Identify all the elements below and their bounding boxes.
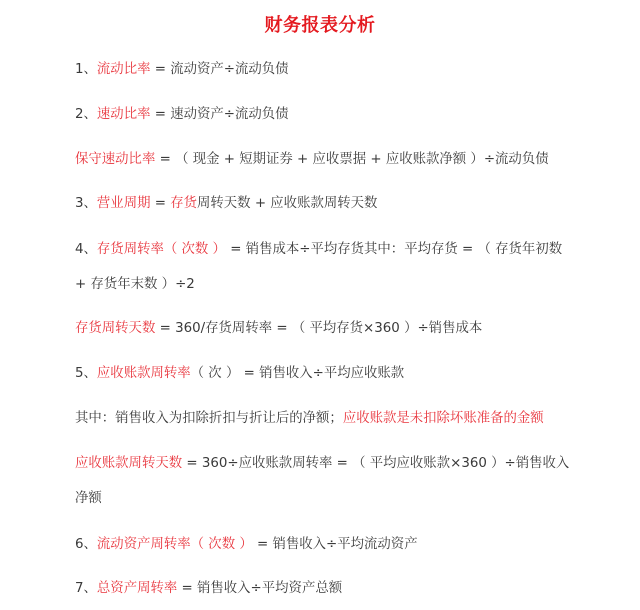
item-number: 4、 [75, 242, 97, 257]
term-highlight: 应收账款周转天数 [75, 456, 183, 471]
formula-conservative-quick-ratio [75, 151, 549, 169]
term-highlight: 存货周转率（ 次数 ） [96, 242, 226, 257]
note-receivables [75, 410, 544, 428]
item-number: 6、 [75, 537, 97, 552]
formula-receivables-turnover-days [75, 455, 569, 473]
document-title: 财务报表分析 [264, 15, 376, 36]
formula-text: = [150, 196, 171, 211]
formula-receivables-turnover [75, 365, 404, 383]
item-number: 7、 [75, 581, 97, 596]
formula-current-assets-turnover [75, 536, 418, 554]
formula-total-assets-turnover [75, 580, 342, 598]
formula-receivables-turnover-days-continued [75, 490, 102, 508]
formula-text: = 速动资产÷流动负债 [150, 107, 289, 122]
formula-text: = 360÷应收账款周转率 = （ 平均应收账款×360 ）÷销售收入 [182, 456, 570, 471]
formula-inventory-turnover [75, 241, 562, 259]
term-highlight: 流动比率 [96, 62, 151, 77]
formula-operating-cycle [75, 195, 377, 213]
term-highlight: 保守速动比率 [75, 152, 156, 167]
formula-text: 周转天数 + 应收账款周转天数 [197, 196, 378, 211]
formula-text: = 销售成本÷平均存货其中：平均存货 = （ 存货年初数 [225, 242, 563, 257]
item-number: 2、 [75, 107, 97, 122]
formula-current-ratio [75, 61, 289, 79]
formula-inventory-turnover-days [75, 320, 482, 338]
formula-quick-ratio [75, 106, 289, 124]
formula-text: = （ 现金 + 短期证券 + 应收票据 + 应收账款净额 ）÷流动负债 [155, 152, 549, 167]
formula-text: = 销售收入÷平均资产总额 [177, 581, 343, 596]
term-highlight: 流动资产周转率（ 次数 ） [96, 537, 253, 552]
term-highlight: 存货 [170, 196, 197, 211]
formula-text: = 360/存货周转率 = （ 平均存货×360 ）÷销售成本 [155, 321, 483, 336]
item-number: 1、 [75, 62, 97, 77]
term-highlight: 营业周期 [96, 196, 151, 211]
formula-text: + 存货年末数 ）÷2 [75, 277, 195, 292]
formula-text: （ 次 ） = 销售收入÷平均应收账款 [190, 366, 405, 381]
term-highlight: 速动比率 [96, 107, 151, 122]
item-number: 3、 [75, 196, 97, 211]
term-highlight: 应收账款周转率 [96, 366, 191, 381]
note-highlight: 应收账款是未扣除坏账准备的金额 [342, 411, 544, 426]
formula-text: = 销售收入÷平均流动资产 [252, 537, 418, 552]
item-number: 5、 [75, 366, 97, 381]
formula-text: 净额 [75, 491, 102, 506]
formula-text: = 流动资产÷流动负债 [150, 62, 289, 77]
note-text: 其中：销售收入为扣除折扣与折让后的净额； [75, 411, 343, 426]
term-highlight: 总资产周转率 [96, 581, 178, 596]
term-highlight: 存货周转天数 [75, 321, 156, 336]
formula-inventory-turnover-continued [75, 276, 195, 294]
